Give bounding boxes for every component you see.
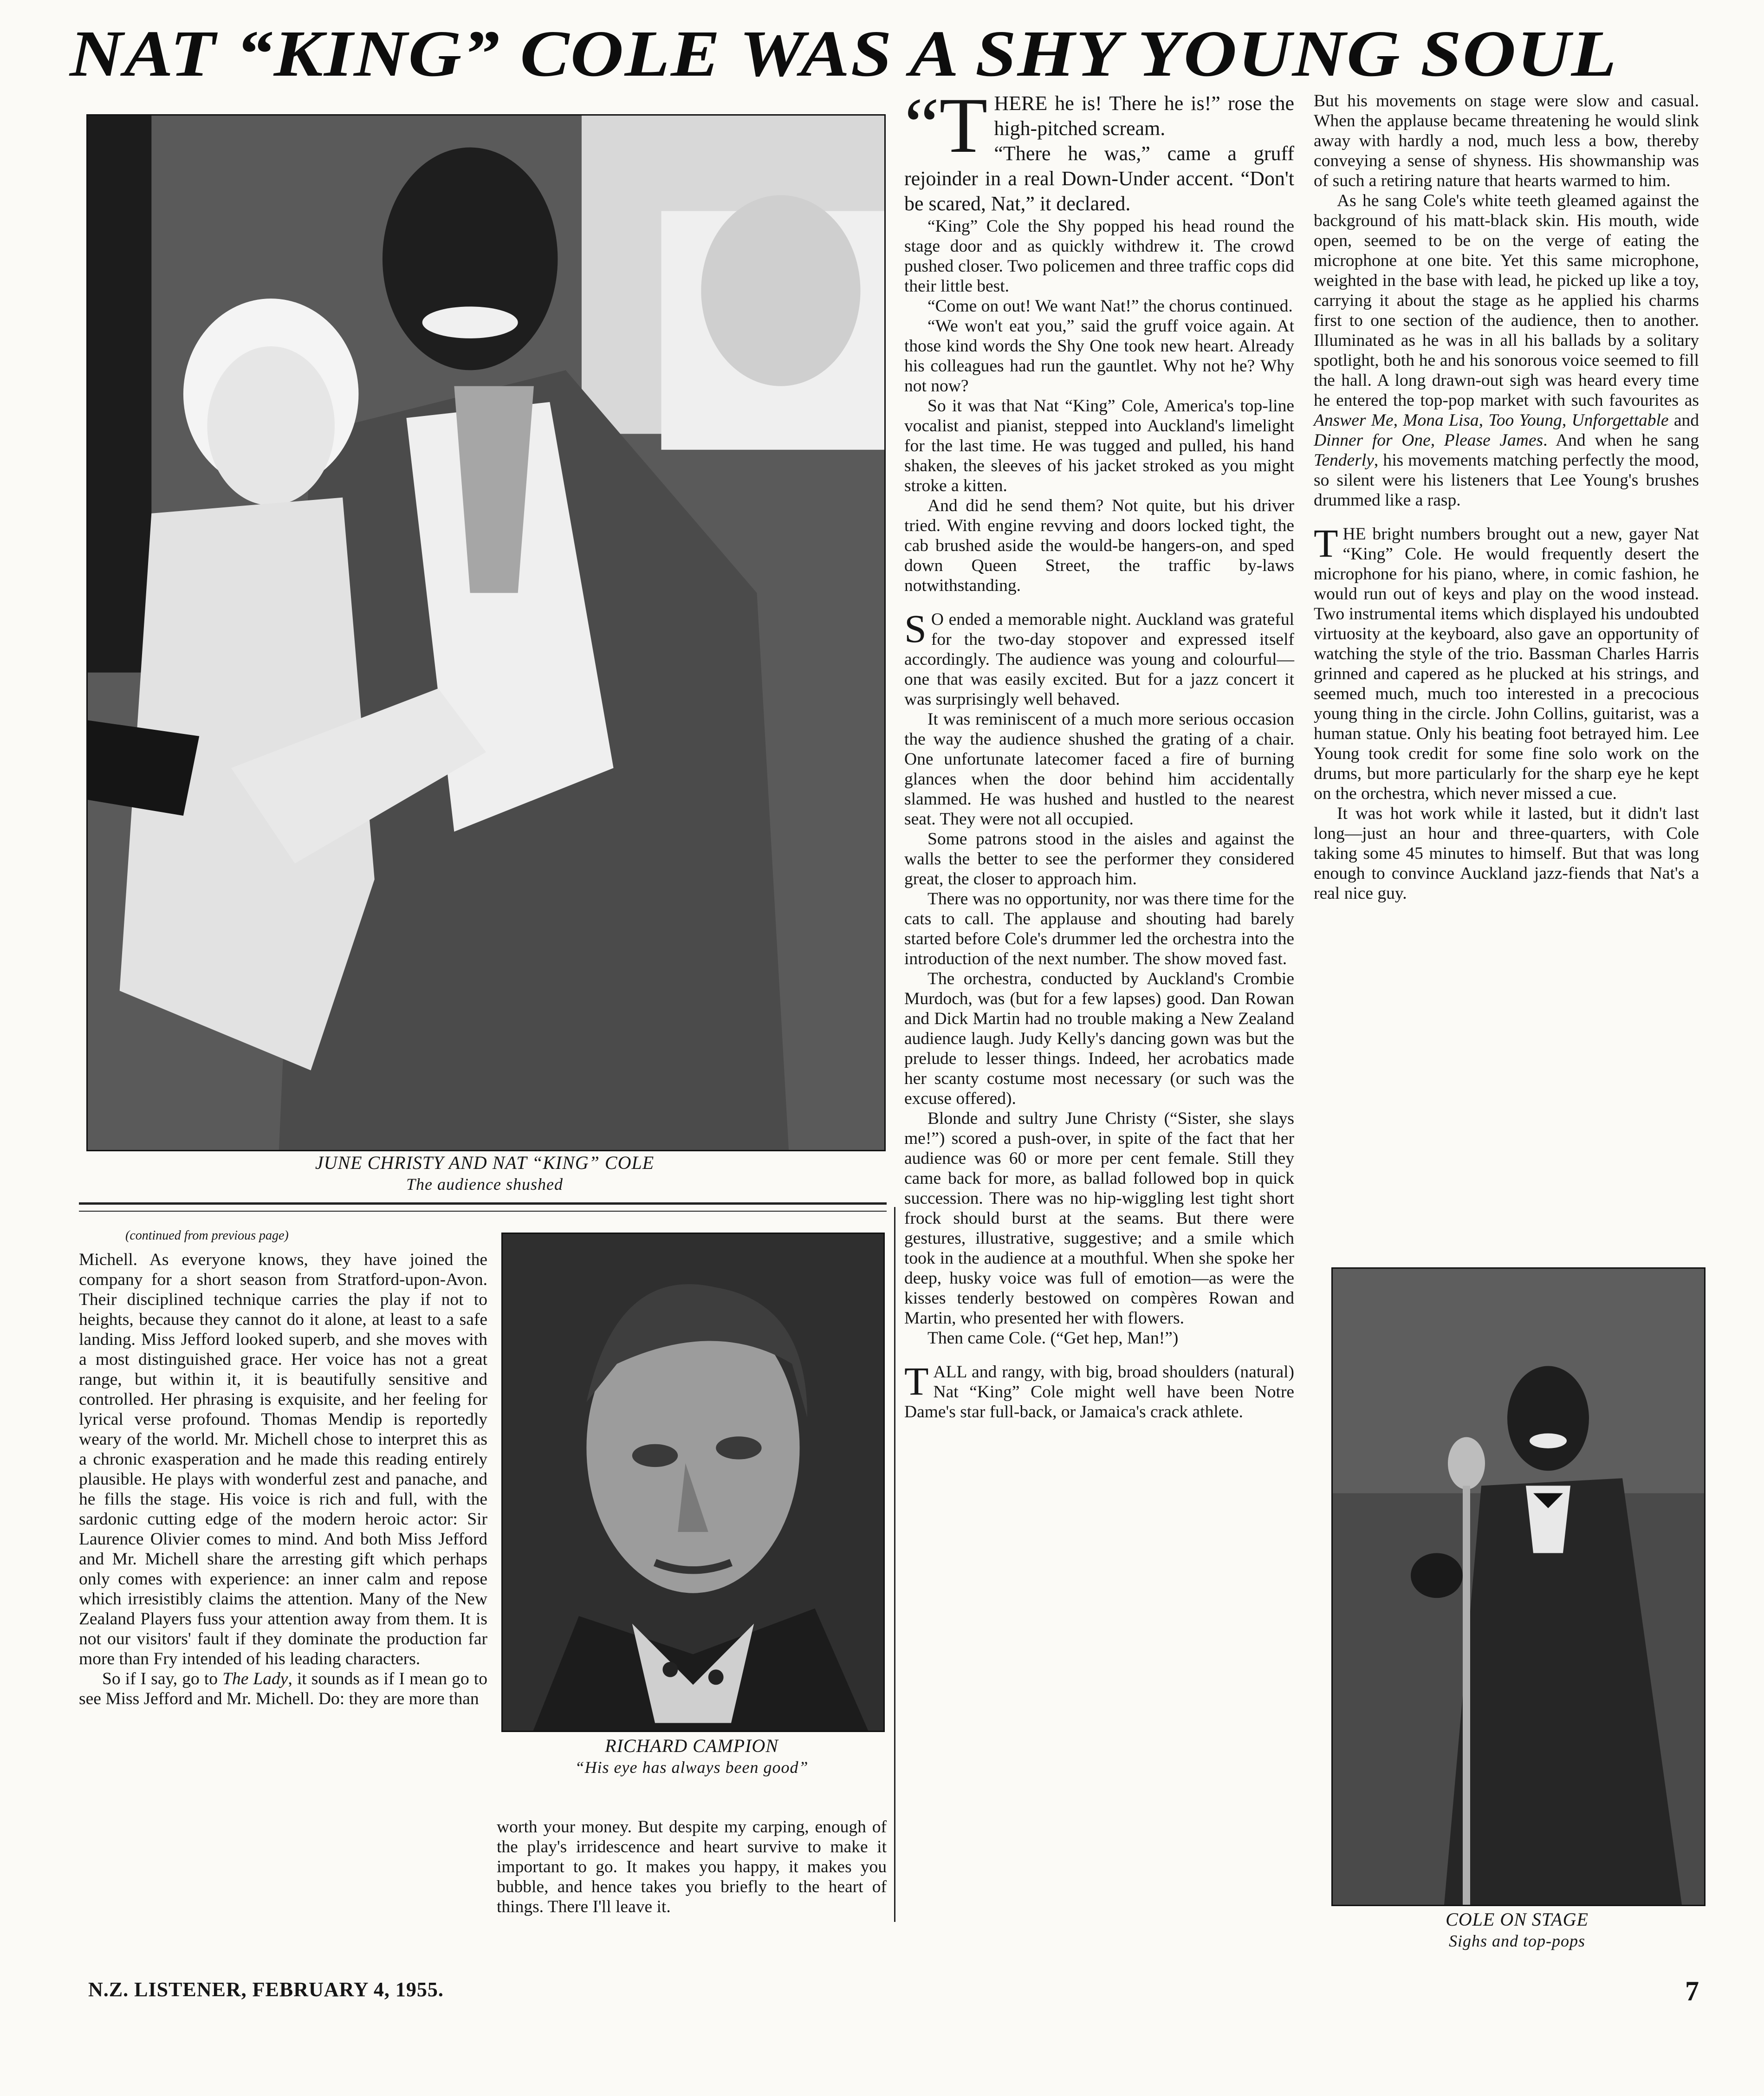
- article-paragraph: As he sang Cole's white teeth gleamed against the background of his matt-black skin. His mouth, wide open, seemed to be on the verge of eating the microphone at one bite. Yet this same microphone, weighted in the base with lead, he picked up like a toy, carrying it about the stage as he applied his charms first to one section of the audience, then to another. Illuminated as he was in all his ballads by a solitary spotlight, both he and his sonorous voice seemed to fill the hall. A long drawn-out sigh was heard every time he entered the top-pop market with such favourites as Answer Me, Mona Lisa, Too Young, Unforgettable and Dinner for One, Please James. And when he sang Tenderly, his movements matching perfectly the mood, so silent were his listeners that Lee Young's brushes drummed like a rasp.: [1314, 191, 1699, 510]
- page-number: 7: [1685, 1976, 1699, 2006]
- review-column-1: [79, 1250, 487, 1709]
- article-paragraph: Then came Cole. (“Get hep, Man!”): [927, 1329, 1179, 1348]
- article-column-4: [1314, 91, 1699, 903]
- article-paragraph: It was reminiscent of a much more serious occasion the way the audience shushed the grating of a chair. One unfortunate latecomer faced a fire of burning glances when the door behind him accidentally slammed. He was hushed and hustled to the nearest seat. They were not all occupied.: [904, 710, 1294, 829]
- stage-subcaption: Sighs and top-pops: [1448, 1932, 1585, 1950]
- article-paragraph: There was no opportunity, nor was there time for the cats to call. The applause and shouting had barely started before Cole's drummer led the orchestra into the introduction of the next number. The show moved fast.: [904, 889, 1294, 968]
- article-paragraph: S O ended a memorable night. Auckland was grateful for the two-day stopover and expressed itself accordingly. The audience was young and colourful—one that was easily excited. But for a jazz concert it was surprisingly well behaved.: [904, 606, 1294, 709]
- publication-footer: N.Z. LISTENER, FEBRUARY 4, 1955.: [88, 1978, 444, 2001]
- article-lead: [904, 82, 1294, 216]
- review-paragraph: So if I say, go to The Lady, it sounds as if I mean go to see Miss Jefford and Mr. Michell. Do: they are more than: [79, 1669, 487, 1708]
- campion-photo-caption: [501, 1735, 882, 1778]
- main-subcaption: The audience shushed: [406, 1175, 563, 1194]
- main-photo-caption: [86, 1152, 883, 1195]
- review-column-2: [497, 1817, 887, 1917]
- photo-richard-campion: [501, 1233, 885, 1732]
- article-paragraph: “We won't eat you,” said the gruff voice again. At those kind words the Shy One took new heart. Already his colleagues had run the gauntlet. Why not he? Why not now?: [904, 317, 1294, 396]
- lead-paragraph: “There he was,” came a gruff rejoinder in a real Down-Under accent. “Don't be scared, Nat,” it declared.: [904, 142, 1294, 215]
- article-paragraph: THE bright numbers brought out a new, gayer Nat “King” Cole. He would frequently desert the microphone for his piano, where, in comic fashion, he would run out of keys and play on the wood instead. Two instrumental items which displayed his undoubted virtuosity at the keyboard, also gave an opportunity of watching the style of the trio. Bassman Charles Harris grinned and capered as he plucked at his strings, and seemed much, much too interested in a precocious young thing in the circle. John Collins, guitarist, was a human statue. Only his beating foot betrayed him. Lee Young took credit for some fine solo work on the drums, but more particularly for the sharp eye he kept on the orchestra, which never missed a cue.: [1314, 521, 1699, 803]
- drop-cap: “T: [904, 82, 988, 169]
- article-paragraph: Some patrons stood in the aisles and against the walls the better to see the performer they considered great, the closer to approach him.: [904, 830, 1294, 889]
- review-paragraph: worth your money. But despite my carping, enough of the play's irridescence and heart survive to make it important to go. It makes you happy, it makes you bubble, and hence takes you briefly to the heart of things. There I'll leave it.: [497, 1817, 887, 1916]
- article-column-3: [904, 82, 1294, 1422]
- article-paragraph: TALL and rangy, with big, broad shoulders (natural) Nat “King” Cole might well have been Notre Dame's star full-back, or Jamaica's crack athlete.: [904, 1359, 1294, 1421]
- campion-caption: RICHARD CAMPION: [605, 1735, 778, 1756]
- lead-paragraph: “T HERE he is! There he is!” rose the high-pitched scream.: [904, 82, 1294, 169]
- column-rule: [894, 1207, 895, 1922]
- article-paragraph: “Come on out! We want Nat!” the chorus continued.: [927, 297, 1293, 316]
- article-paragraph: And did he send them? Not quite, but his driver tried. With engine revving and doors locked tight, the cab brushed aside the would-be hangers-on, and sped down Queen Street, the traffic by-laws notwithstanding.: [904, 496, 1294, 595]
- review-paragraph: Michell. As everyone knows, they have joined the company for a short season from Stratford-upon-Avon. Their disciplined technique carries the play if not to heights, because they cannot do it alone, at least to a safe landing. Miss Jefford looked superb, and she moves with a most distinguished grace. Her voice has not a great range, but within it, it is beautifully sensitive and controlled. Her phrasing is exquisite, and her feeling for lyrical verse profound. Thomas Mendip is reportedly weary of the world. Mr. Michell chose to interpret this as a chronic exasperation and he made this reading entirely plausible. He plays with wonderful zest and panache, and he fills the stage. His voice is rich and full, with the sardonic cutting edge of the modern heroic actor: Sir Laurence Olivier comes to mind. And both Miss Jefford and Mr. Michell share the arresting gift which perhaps only comes with experience: an inner calm and repose which irresistibly claims the attention. Many of the New Zealand Players fuss your attention away from them. It is not our visitors' fault if they dominate the production far more than Fry intended of his leading characters.: [79, 1250, 487, 1668]
- photo-christy-cole: [86, 114, 886, 1151]
- section-rule-thin: [79, 1211, 887, 1212]
- main-caption: JUNE CHRISTY AND NAT “KING” COLE: [315, 1152, 655, 1173]
- article-paragraph: But his movements on stage were slow and casual. When the applause became threatening he would slink away with hardly a nod, much less a bow, thereby conveying a sense of shyness. His showmanship was of such a retiring nature that hearts warmed to him.: [1314, 91, 1699, 190]
- photo-cole-on-stage: [1331, 1267, 1706, 1906]
- drop-cap: T: [1314, 521, 1338, 565]
- section-rule: [79, 1202, 887, 1205]
- stage-caption: COLE ON STAGE: [1446, 1909, 1589, 1930]
- article-paragraph: “King” Cole the Shy popped his head round the stage door and as quickly withdrew it. The crowd pushed closer. Two policemen and three traffic cops did their little best.: [904, 217, 1294, 296]
- drop-cap: T: [904, 1359, 929, 1403]
- stage-photo-caption: [1331, 1909, 1703, 1952]
- campion-subcaption: “His eye has always been good”: [575, 1758, 809, 1777]
- drop-cap: S: [904, 606, 927, 651]
- article-paragraph: Blonde and sultry June Christy (“Sister, she slays me!”) scored a push-over, in spite of the fact that her audience was 60 or more per cent female. Still they came back for more, as ballad followed bop in quick succession. There was no hip-wiggling lest tight short frock should burst at the seams. But there were gestures, illustrative, suggestive; and a smile which took in the audience at a mouthful. When she spoke her deep, husky voice was full of emotion—as were the kisses tenderly bestowed on compères Rowan and Martin, who presented her with flowers.: [904, 1109, 1294, 1328]
- article-paragraph: The orchestra, conducted by Auckland's Crombie Murdoch, was (but for a few lapses) good. Dan Rowan and Dick Martin had no trouble making a New Zealand audience laugh. Judy Kelly's dancing gown was but the prelude to lesser things. Indeed, her acrobatics made her scanty costume most necessary (or such was the excuse offered).: [904, 969, 1294, 1108]
- article-paragraph: It was hot work while it lasted, but it didn't last long—just an hour and three-quarters, with Cole taking some 45 minutes to himself. But that was long enough to convince Auckland jazz-fiends that Nat's a real nice guy.: [1314, 804, 1699, 903]
- continued-note: (continued from previous page): [125, 1228, 289, 1243]
- headline: NAT “KING” COLE WAS A SHY YOUNG SOUL: [70, 17, 1618, 90]
- article-paragraph: So it was that Nat “King” Cole, America's top-line vocalist and pianist, stepped into Auckland's limelight for the last time. He was tugged and pulled, his hand shaken, the sleeves of his jacket stroked as you might stroke a kitten.: [904, 396, 1294, 495]
